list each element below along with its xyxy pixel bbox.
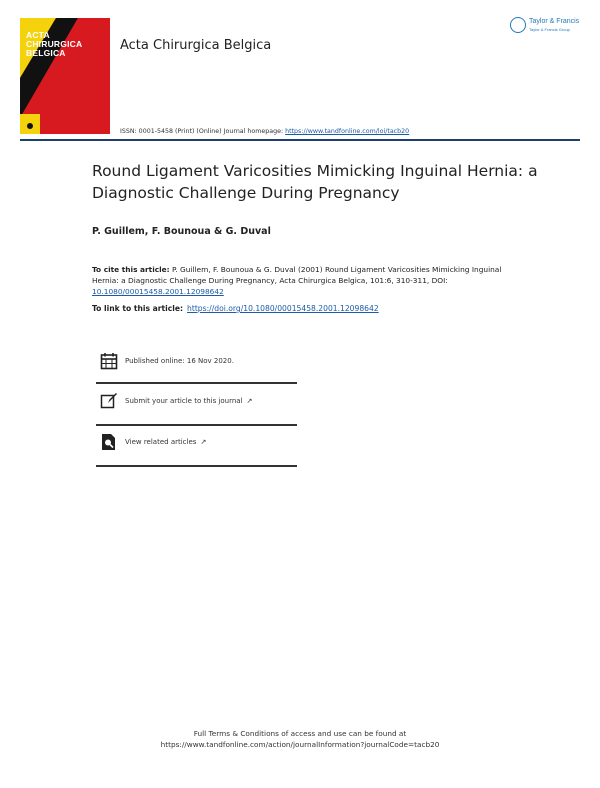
article-title: Round Ligament Varicosities Mimicking Inguinal Hernia: a Diagnostic Challenge During Pregnancy	[92, 162, 538, 202]
article-link-label: To link to this article:	[92, 304, 184, 313]
header-divider	[20, 139, 580, 141]
divider-line	[96, 424, 297, 426]
footer-terms-url[interactable]: https://www.tandfonline.com/action/journalInformation?journalCode=tacb20	[160, 740, 440, 749]
submit-article-text: Submit your article to this journal	[125, 397, 243, 405]
publisher-logo-icon	[510, 17, 526, 33]
citation-block	[92, 264, 512, 297]
article-link-line	[92, 304, 379, 313]
divider-line	[96, 465, 297, 467]
journal-cover-image	[20, 18, 110, 134]
cover-title: ACTA CHIRURGICA BELGICA	[26, 30, 83, 58]
citation-label: To cite this article:	[92, 265, 170, 274]
view-related-articles-link[interactable]	[100, 433, 206, 451]
issn-line	[120, 128, 409, 135]
publisher-logo-subtext: Taylor & Francis Group	[529, 27, 570, 32]
edit-icon	[100, 392, 118, 410]
journal-homepage-link[interactable]: https://www.tandfonline.com/loi/tacb20	[285, 128, 410, 135]
external-link-icon: ↗	[246, 397, 253, 405]
publisher-logo-text: Taylor & Francis	[529, 18, 580, 25]
citation-doi-link[interactable]: 10.1080/00015458.2001.12098642	[92, 287, 224, 296]
external-link-icon: ↗	[200, 438, 207, 446]
view-related-articles-text: View related articles	[125, 438, 197, 446]
divider-line	[96, 382, 297, 384]
footer	[0, 728, 600, 750]
journal-name: Acta Chirurgica Belgica	[120, 38, 272, 53]
published-online-text: Published online: 16 Nov 2020.	[125, 357, 234, 365]
published-online-row	[100, 352, 234, 370]
calendar-icon	[100, 352, 118, 370]
citation-text: P. Guillem, F. Bounoua & G. Duval (2001) Round Ligament Varicosities Mimicking Inguinal Hernia: a Diagnostic Challenge During Pregnancy, Acta Chirurgica Belgica, 101:6, 310-311, DOI:	[92, 265, 502, 285]
taylor-francis-logo[interactable]	[510, 17, 582, 39]
article-doi-url[interactable]: https://doi.org/10.1080/00015458.2001.12098642	[187, 304, 379, 313]
issn-text: ISSN: 0001-5458 (Print) (Online) Journal homepage:	[120, 128, 286, 135]
document-search-icon	[100, 433, 118, 451]
footer-terms-text: Full Terms & Conditions of access and use can be found at	[193, 729, 407, 738]
submit-article-link[interactable]	[100, 392, 252, 410]
article-authors: P. Guillem, F. Bounoua & G. Duval	[92, 226, 271, 237]
